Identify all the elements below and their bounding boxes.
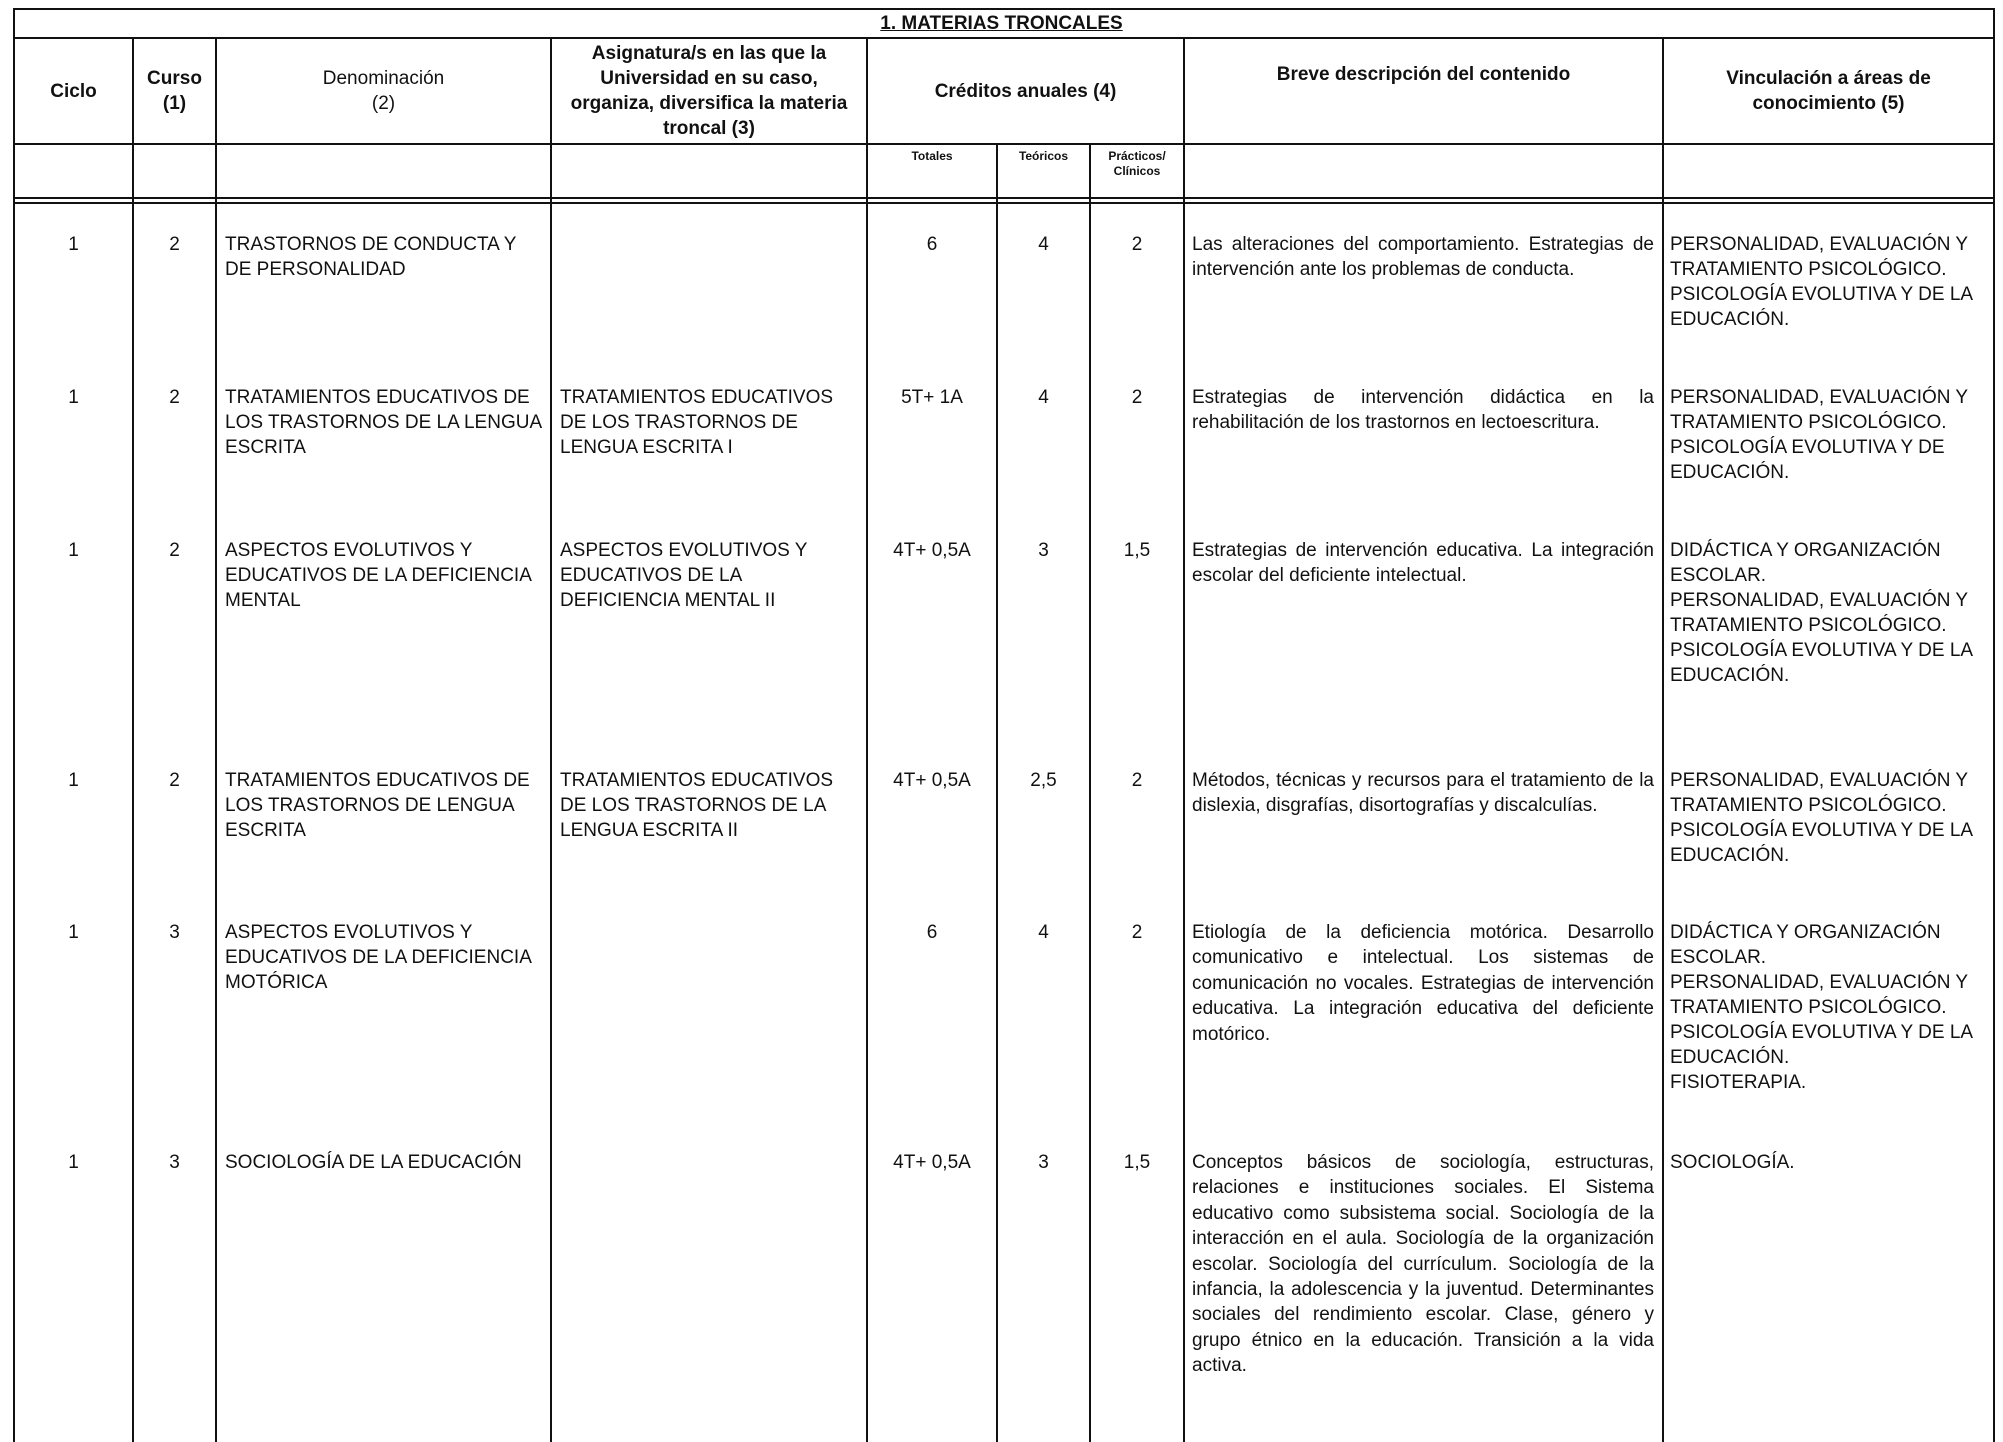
cell-practicos: 2 (1131, 922, 1143, 943)
cell-practicos: 2 (1131, 387, 1143, 408)
table-title: 1. MATERIAS TRONCALES (880, 13, 1123, 34)
cell-asignaturas: TRATAMIENTOS EDUCATIVOS DE LOS TRASTORNOS DE LENGUA ESCRITA I (560, 387, 834, 458)
cell-curso: 2 (169, 387, 180, 408)
cell-teoricos: 3 (1038, 540, 1049, 561)
cell-denominacion: ASPECTOS EVOLUTIVOS Y EDUCATIVOS DE LA DEFICIENCIA MOTÓRICA (225, 922, 531, 993)
header-ciclo: Ciclo (50, 80, 97, 102)
cell-descripcion: Las alteraciones del comportamiento. Estrategias de intervención ante los problemas de conducta. (1192, 234, 1654, 281)
cell-teoricos: 4 (1038, 234, 1049, 255)
subheader-divider (13, 197, 1995, 199)
subheader-practicos: Prácticos/ Clínicos (1108, 149, 1166, 178)
cell-denominacion: SOCIOLOGÍA DE LA EDUCACIÓN (225, 1152, 522, 1173)
cell-ciclo: 1 (68, 770, 79, 791)
subheader-teoricos: Teóricos (1018, 149, 1069, 163)
cell-vinculacion: SOCIOLOGÍA. (1670, 1152, 1795, 1173)
cell-vinculacion: DIDÁCTICA Y ORGANIZACIÓN ESCOLAR. PERSONALIDAD, EVALUACIÓN Y TRATAMIENTO PSICOLÓGICO. PSICOLOGÍA EVOLUTIVA Y DE LA EDUCACIÓN. (1670, 540, 1973, 686)
col-line-0 (13, 8, 15, 1442)
col-line-9 (1993, 8, 1995, 1442)
cell-asignaturas: TRATAMIENTOS EDUCATIVOS DE LOS TRASTORNOS DE LA LENGUA ESCRITA II (560, 770, 834, 841)
cell-practicos: 1,5 (1123, 1152, 1151, 1173)
cell-teoricos: 2,5 (1030, 770, 1057, 791)
cell-practicos: 2 (1131, 770, 1143, 791)
cell-descripcion: Estrategias de intervención educativa. La integración escolar del deficiente intelectual. (1192, 540, 1654, 587)
cell-totales: 4T+ 0,5A (893, 540, 971, 561)
cell-ciclo: 1 (68, 234, 79, 255)
cell-vinculacion: PERSONALIDAD, EVALUACIÓN Y TRATAMIENTO PSICOLÓGICO. PSICOLOGÍA EVOLUTIVA Y DE LA EDUCACIÓN. (1670, 234, 1973, 330)
cell-totales: 6 (926, 922, 938, 943)
cell-practicos: 1,5 (1123, 540, 1151, 561)
cell-denominacion: TRASTORNOS DE CONDUCTA Y DE PERSONALIDAD (225, 234, 517, 280)
cell-teoricos: 4 (1038, 922, 1049, 943)
cell-descripcion: Conceptos básicos de sociología, estructuras, relaciones e instituciones sociales. El Sistema educativo como subsistema social. Sociología de la interacción en el aula. Sociología de la organización escolar. Sociología del currículum. Sociología de la infancia, la adolescencia y la juventud. Determinantes sociales del rendimiento escolar. Clase, género y grupo étnico en la educación. Transición a la vida activa. (1192, 1152, 1654, 1377)
cell-totales: 4T+ 0,5A (893, 770, 971, 791)
cell-teoricos: 4 (1038, 387, 1049, 408)
cell-ciclo: 1 (68, 922, 79, 943)
header-asignaturas: Asignatura/s en las que la Universidad en su caso, organiza, diversifica la materia troncal (3) (570, 43, 848, 139)
border-top (13, 8, 1995, 10)
header-denominacion: Denominación (2) (322, 68, 445, 114)
cell-teoricos: 3 (1038, 1152, 1049, 1173)
cell-asignaturas: ASPECTOS EVOLUTIVOS Y EDUCATIVOS DE LA DEFICIENCIA MENTAL II (560, 540, 808, 611)
col-line-3 (550, 37, 552, 1442)
credit-sub-divider (1006, 143, 1186, 144)
cell-ciclo: 1 (68, 540, 79, 561)
cell-denominacion: TRATAMIENTOS EDUCATIVOS DE LOS TRASTORNOS DE LA LENGUA ESCRITA (225, 387, 542, 458)
cell-practicos: 2 (1131, 234, 1143, 255)
cell-curso: 2 (169, 770, 180, 791)
cell-curso: 3 (169, 1152, 180, 1173)
cell-descripcion: Estrategias de intervención didáctica en la rehabilitación de los trastornos en lectoescritura. (1192, 387, 1654, 434)
cell-totales: 6 (926, 234, 938, 255)
col-line-7 (1183, 37, 1185, 1442)
cell-curso: 2 (169, 540, 180, 561)
cell-denominacion: ASPECTOS EVOLUTIVOS Y EDUCATIVOS DE LA DEFICIENCIA MENTAL (225, 540, 531, 611)
subheader-totales: Totales (911, 149, 953, 163)
header-descripcion: Breve descripción del contenido (1276, 63, 1571, 85)
col-line-8 (1662, 37, 1664, 1442)
cell-vinculacion: DIDÁCTICA Y ORGANIZACIÓN ESCOLAR. PERSONALIDAD, EVALUACIÓN Y TRATAMIENTO PSICOLÓGICO. PSICOLOGÍA EVOLUTIVA Y DE LA EDUCACIÓN. FISIOTERAPIA. (1670, 922, 1973, 1093)
header-creditos: Créditos anuales (4) (934, 80, 1117, 102)
cell-totales: 4T+ 0,5A (893, 1152, 971, 1173)
cell-ciclo: 1 (68, 387, 79, 408)
header-vinculacion: Vinculación a áreas de conocimiento (5) (1726, 68, 1931, 114)
cell-vinculacion: PERSONALIDAD, EVALUACIÓN Y TRATAMIENTO PSICOLÓGICO. PSICOLOGÍA EVOLUTIVA Y DE EDUCACIÓN. (1670, 387, 1968, 483)
cell-descripcion: Métodos, técnicas y recursos para el tratamiento de la dislexia, disgrafías, disortografías y discalculías. (1192, 770, 1654, 817)
cell-descripcion: Etiología de la deficiencia motórica. Desarrollo comunicativo e intelectual. Los sistemas de comunicación no vocales. Estrategias de intervención educativa. La integración educativa del deficiente motórico. (1192, 922, 1654, 1045)
cell-vinculacion: PERSONALIDAD, EVALUACIÓN Y TRATAMIENTO PSICOLÓGICO. PSICOLOGÍA EVOLUTIVA Y DE LA EDUCACIÓN. (1670, 770, 1973, 866)
header-curso: Curso (1) (147, 68, 202, 114)
cell-ciclo: 1 (68, 1152, 79, 1173)
cell-denominacion: TRATAMIENTOS EDUCATIVOS DE LOS TRASTORNOS DE LENGUA ESCRITA (225, 770, 530, 841)
cell-curso: 2 (169, 234, 180, 255)
col-line-2 (215, 37, 217, 1442)
subheader-divider-2 (13, 202, 1995, 204)
cell-totales: 5T+ 1A (901, 387, 963, 408)
cell-curso: 3 (169, 922, 180, 943)
